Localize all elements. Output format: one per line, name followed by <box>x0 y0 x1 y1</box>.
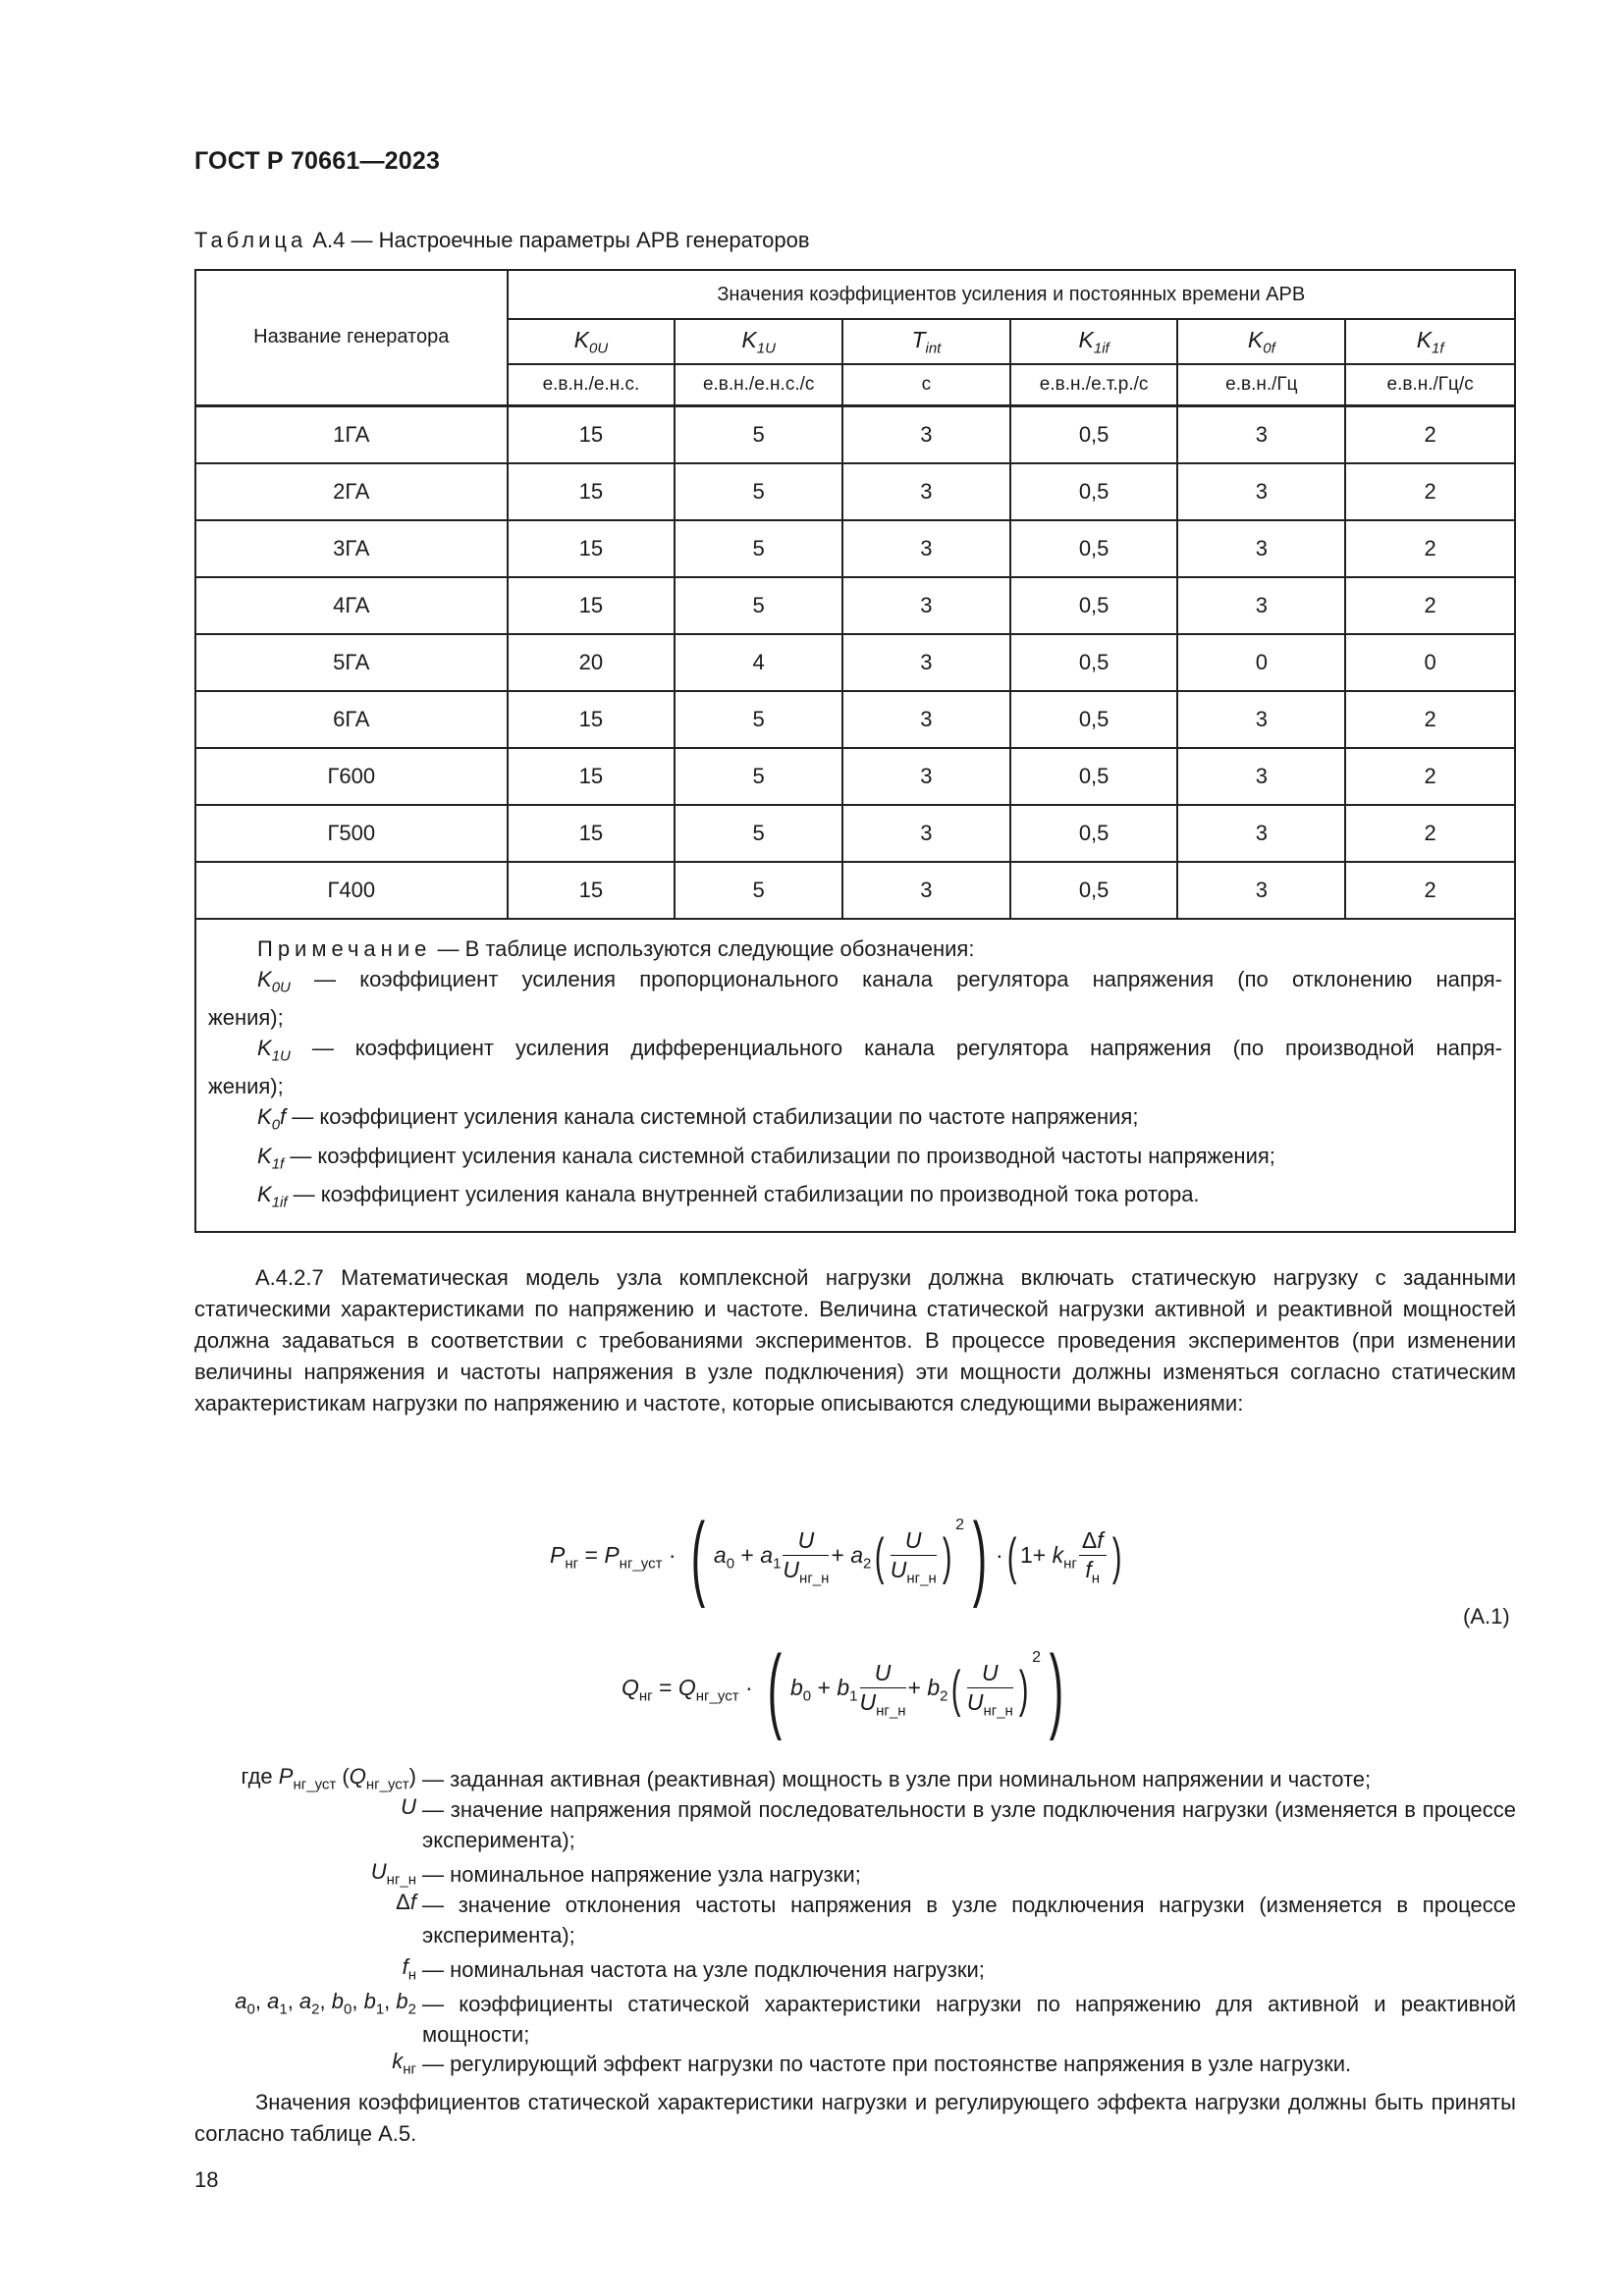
table-row <box>195 520 1515 577</box>
note-k0u: $K_{0U}$ — коэффициент усиления пропорционального канала регулятора напряжения (по отклонению напря- жения); <box>208 966 1502 1030</box>
table-row <box>195 634 1515 691</box>
param-value-cell: 0 <box>1177 634 1345 691</box>
paragraph-a427: А.4.2.7 Математическая модель узла комплексной нагрузки должна включать статическую нагрузку с заданными статическими характеристиками по напряжению и частоте. Величина статической нагрузки активной и реактивной мощностей должна задаваться в соответствии с требованиями экспериментов. В процессе проведения экспериментов (при изменении величины напряжения и частоты напряжения в узле подключения) эти мощности должны изменяться согласно статическим характеристикам нагрузки по напряжению и частоте, которые описываются следующими выражениями: <box>194 1265 1516 1415</box>
param-value-cell: 3 <box>842 520 1010 577</box>
def-term-delta-f: Δf <box>396 1890 416 1914</box>
table-caption <box>194 228 810 253</box>
column-group-header: Значения коэффициентов усиления и постоянных времени АРВ <box>508 270 1515 319</box>
param-value-cell: 0,5 <box>1010 862 1178 919</box>
param-value-cell: 3 <box>842 634 1010 691</box>
generator-name-cell: 2ГА <box>195 463 508 520</box>
equation-number: (А.1) <box>1463 1604 1510 1629</box>
param-value-cell: 15 <box>508 691 676 748</box>
def-term-coefficients: $a_0$, $a_1$, $a_2$, $b_0$, $b_1$, $b_2$ <box>235 1989 416 2018</box>
param-value-cell: 5 <box>675 405 842 463</box>
param-value-cell: 2 <box>1345 805 1515 862</box>
param-value-cell: 15 <box>508 577 676 634</box>
def-term-k-load: $k_{нг}$ <box>392 2049 416 2078</box>
generator-name-cell: 1ГА <box>195 405 508 463</box>
param-value-cell: 3 <box>1177 691 1345 748</box>
param-value-cell: 3 <box>842 862 1010 919</box>
param-unit: е.в.н./Гц/с <box>1345 364 1515 405</box>
def-text-u: — значение напряжения прямой последовательности в узле подключения нагрузки (изменяется в процессе эксперимента); <box>422 1797 1516 1852</box>
param-value-cell: 5 <box>675 862 842 919</box>
param-value-cell: 0,5 <box>1010 805 1178 862</box>
param-symbol-k1if: $K_{1if}$ <box>1010 319 1178 364</box>
param-value-cell: 2 <box>1345 577 1515 634</box>
table-row <box>195 862 1515 919</box>
param-value-cell: 3 <box>1177 577 1345 634</box>
note-k1if: $K_{1if}$ — коэффициент усиления канала внутренней стабилизации по производной тока ротора. <box>257 1182 1200 1211</box>
table-caption-word: Таблица <box>194 228 307 252</box>
param-value-cell: 2 <box>1345 862 1515 919</box>
param-value-cell: 5 <box>675 805 842 862</box>
generator-name-cell: Г400 <box>195 862 508 919</box>
param-unit: е.в.н./е.н.с./с <box>675 364 842 405</box>
param-value-cell: 5 <box>675 463 842 520</box>
table-row <box>195 463 1515 520</box>
param-value-cell: 0,5 <box>1010 634 1178 691</box>
def-text-k-load: — регулирующий эффект нагрузки по частоте при постоянстве напряжения в узле нагрузки. <box>422 2052 1352 2076</box>
param-value-cell: 0,5 <box>1010 748 1178 805</box>
param-unit: е.в.н./Гц <box>1177 364 1345 405</box>
note-k0f: $K_0f$ — коэффициент усиления канала системной стабилизации по частоте напряжения; <box>257 1104 1139 1134</box>
param-value-cell: 20 <box>508 634 676 691</box>
param-value-cell: 15 <box>508 805 676 862</box>
param-value-cell: 0 <box>1345 634 1515 691</box>
param-value-cell: 3 <box>1177 405 1345 463</box>
def-term-u-nom: $U_{нг\_н}$ <box>370 1859 416 1889</box>
param-unit: с <box>842 364 1010 405</box>
def-text-f-nom: — номинальная частота на узле подключения нагрузки; <box>422 1957 985 1982</box>
formula-q-load: $Q_{нг} = Q_{нг\_уст}$ · ( $b_0 + b_1$ $\frac{U}{U_{нг\_н}}$ + $b_2$( $\frac{U}{U_{нг\_н}}$ )$^2$) <box>622 1636 1064 1741</box>
param-value-cell: 2 <box>1345 405 1515 463</box>
param-value-cell: 3 <box>842 691 1010 748</box>
param-value-cell: 3 <box>1177 463 1345 520</box>
closing-paragraph: Значения коэффициентов статической характеристики нагрузки и регулирующего эффекта нагрузки должны быть приняты согласно таблице А.5. <box>194 2090 1516 2146</box>
param-unit: е.в.н./е.т.р./с <box>1010 364 1178 405</box>
param-unit: е.в.н./е.н.с. <box>508 364 676 405</box>
param-value-cell: 4 <box>675 634 842 691</box>
def-text-delta-f: — значение отклонения частоты напряжения в узле подключения нагрузки (изменяется в процессе эксперимента); <box>422 1893 1516 1948</box>
def-term-u: U <box>401 1794 416 1819</box>
param-value-cell: 0,5 <box>1010 463 1178 520</box>
generator-name-cell: Г600 <box>195 748 508 805</box>
param-value-cell: 5 <box>675 520 842 577</box>
note-intro: Примечание — В таблице используются следующие обозначения: <box>257 935 975 961</box>
def-term-f-nom: $f_н$ <box>402 1954 416 1984</box>
param-value-cell: 15 <box>508 520 676 577</box>
param-value-cell: 15 <box>508 748 676 805</box>
def-text-u-nom: — номинальное напряжение узла нагрузки; <box>422 1862 861 1887</box>
param-value-cell: 5 <box>675 748 842 805</box>
table-row <box>195 805 1515 862</box>
param-value-cell: 3 <box>842 405 1010 463</box>
column-header-generator-name: Название генератора <box>195 270 508 405</box>
generator-name-cell: 4ГА <box>195 577 508 634</box>
def-term-p-q-set: где $P_{нг\_уст}$ $(Q_{нг\_уст})$ <box>241 1764 416 1793</box>
table-note <box>195 919 1515 1233</box>
avr-parameters-table <box>194 269 1516 1233</box>
def-text-coefficients: — коэффициенты статической характеристики нагрузки по напряжению для активной и реактивной мощности; <box>422 1992 1516 2047</box>
generator-name-cell: Г500 <box>195 805 508 862</box>
page-number: 18 <box>194 2167 219 2192</box>
param-value-cell: 2 <box>1345 520 1515 577</box>
param-value-cell: 0,5 <box>1010 577 1178 634</box>
param-symbol-tint: $T_{int}$ <box>842 319 1010 364</box>
param-value-cell: 3 <box>1177 805 1345 862</box>
param-symbol-k1u: $K_{1U}$ <box>675 319 842 364</box>
param-value-cell: 3 <box>842 805 1010 862</box>
param-value-cell: 15 <box>508 463 676 520</box>
param-value-cell: 2 <box>1345 463 1515 520</box>
param-value-cell: 3 <box>1177 748 1345 805</box>
param-value-cell: 0,5 <box>1010 691 1178 748</box>
table-row <box>195 405 1515 463</box>
param-value-cell: 5 <box>675 691 842 748</box>
generator-name-cell: 5ГА <box>195 634 508 691</box>
table-caption-title: А.4 — Настроечные параметры АРВ генераторов <box>306 228 810 252</box>
param-symbol-k0f: $K_{0f}$ <box>1177 319 1345 364</box>
param-value-cell: 2 <box>1345 748 1515 805</box>
generator-name-cell: 6ГА <box>195 691 508 748</box>
param-value-cell: 15 <box>508 862 676 919</box>
param-value-cell: 3 <box>1177 520 1345 577</box>
formula-p-load: $P_{нг} = P_{нг\_уст}$ · ( $a_0 + a_1$ $\frac{U}{U_{нг\_н}}$ + $a_2$( $\frac{U}{U_{нг\_н}}$ )$^2$) ·( $1+ k_{нг}$ $\frac{\Delta f}{f_н}$ ) <box>550 1504 1122 1609</box>
table-row <box>195 691 1515 748</box>
note-k1u: $K_{1U}$ — коэффициент усиления дифференциального канала регулятора напряжения (по производной напря- жения); <box>208 1035 1502 1099</box>
param-value-cell: 3 <box>842 748 1010 805</box>
param-value-cell: 3 <box>1177 862 1345 919</box>
param-value-cell: 5 <box>675 577 842 634</box>
note-k1f: $K_{1f}$ — коэффициент усиления канала системной стабилизации по производной частоты напряжения; <box>257 1143 1275 1173</box>
param-value-cell: 2 <box>1345 691 1515 748</box>
param-symbol-k0u: $K_{0U}$ <box>508 319 676 364</box>
param-value-cell: 15 <box>508 405 676 463</box>
param-value-cell: 3 <box>842 463 1010 520</box>
table-row <box>195 577 1515 634</box>
param-value-cell: 0,5 <box>1010 405 1178 463</box>
generator-name-cell: 3ГА <box>195 520 508 577</box>
table-row <box>195 748 1515 805</box>
param-value-cell: 3 <box>842 577 1010 634</box>
param-symbol-k1f: $K_{1f}$ <box>1345 319 1515 364</box>
document-header: ГОСТ Р 70661—2023 <box>194 147 441 175</box>
def-text-p-q-set: — заданная активная (реактивная) мощность в узле при номинальном напряжении и частоте; <box>422 1767 1372 1791</box>
param-value-cell: 0,5 <box>1010 520 1178 577</box>
